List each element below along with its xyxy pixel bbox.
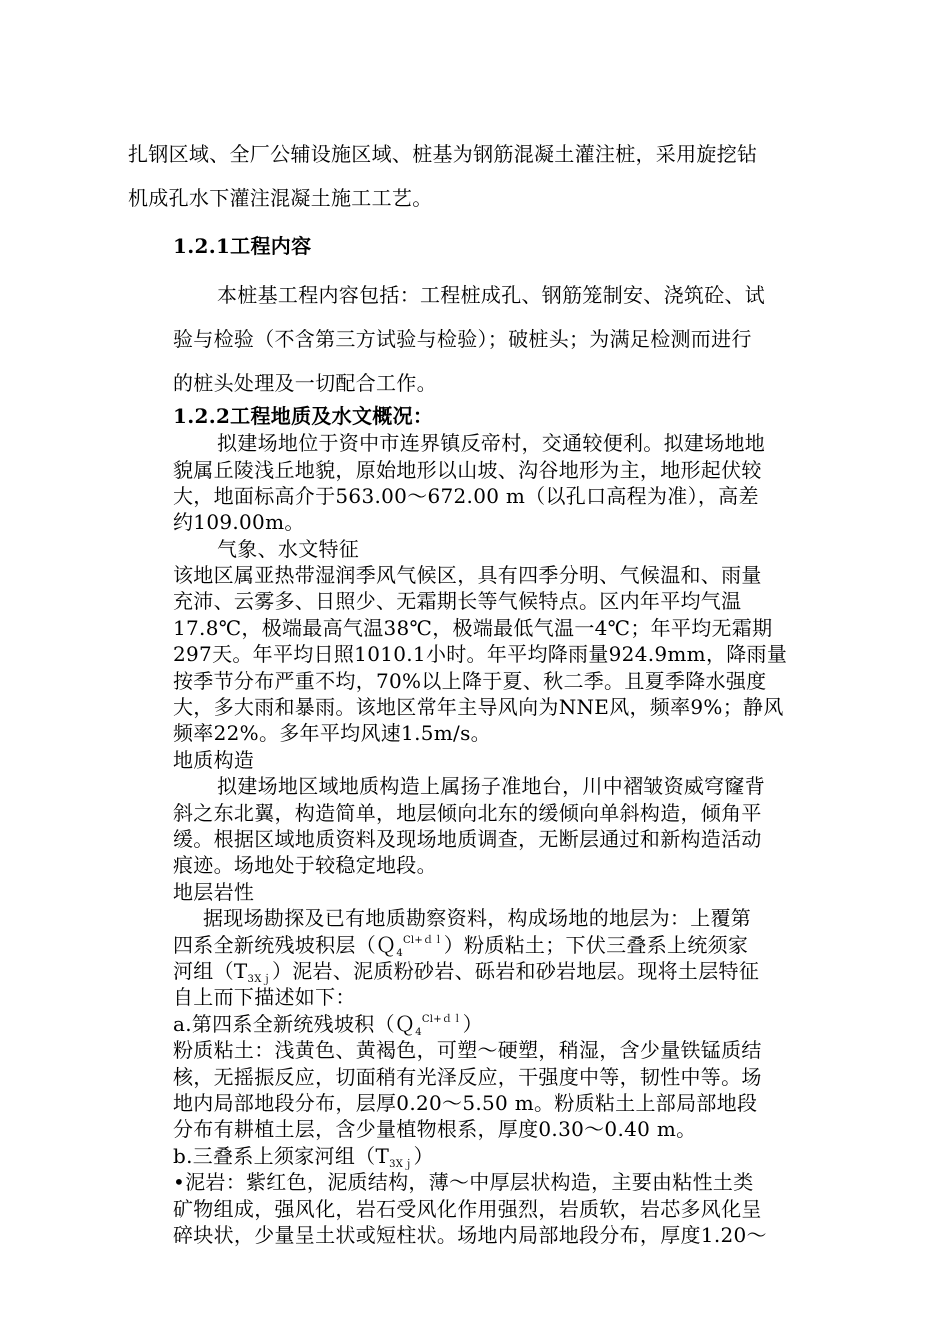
paragraph-line: 该地区属亚热带湿润季风气候区，具有四季分明、气候温和、雨量 bbox=[173, 563, 762, 587]
paragraph-line: 的桩头处理及一切配合工作。 bbox=[173, 371, 437, 395]
subscript: 3Xｊ bbox=[247, 974, 272, 985]
section-heading: 1.2.2工程地质及水文概况： bbox=[173, 404, 434, 428]
paragraph-line: 拟建场地位于资中市连界镇反帝村，交通较便利。拟建场地地 bbox=[217, 431, 766, 455]
paragraph-line: 痕迹。场地处于较稳定地段。 bbox=[173, 853, 437, 877]
paragraph-line: 据现场勘探及已有地质勘察资料，构成场地的地层为：上覆第 bbox=[203, 906, 752, 930]
paragraph-line: 矿物组成，强风化，岩石受风化作用强烈，岩质软，岩芯多风化呈 bbox=[173, 1197, 762, 1221]
section-heading: 1.2.1工程内容 bbox=[173, 234, 312, 258]
paragraph-line: 碎块状，少量呈土状或短柱状。场地内局部地段分布，厚度1.20～ bbox=[173, 1223, 767, 1247]
text-run: ） bbox=[413, 1144, 434, 1168]
paragraph-line bbox=[173, 933, 748, 957]
paragraph-line: 频率22%。多年平均风速1.5m/s。 bbox=[173, 721, 491, 745]
paragraph-line: 验与检验（不含第三方试验与检验）；破桩头；为满足检测而进行 bbox=[173, 327, 752, 351]
paragraph-line: 约109.00m。 bbox=[173, 510, 305, 534]
paragraph-line: 按季节分布严重不均，70%以上降于夏、秋二季。且夏季降水强度 bbox=[173, 669, 767, 693]
text-run: b.三叠系上须家河组（T bbox=[173, 1144, 390, 1168]
paragraph-line: 貌属丘陵浅丘地貌，原始地形以山坡、沟谷地形为主，地形起伏较 bbox=[173, 458, 762, 482]
paragraph-line: 大，多大雨和暴雨。该地区常年主导风向为NNE风，频率9%；静风 bbox=[173, 695, 784, 719]
superscript: Cl+ｄｌ bbox=[402, 935, 444, 946]
paragraph-line: 斜之东北翼，构造简单，地层倾向北东的缓倾向单斜构造，倾角平 bbox=[173, 801, 762, 825]
paragraph-line: 自上而下描述如下： bbox=[173, 985, 356, 1009]
subsection-title: 气象、水文特征 bbox=[217, 537, 360, 561]
text-run: ） bbox=[462, 1012, 483, 1036]
subscript: 4 bbox=[415, 1027, 422, 1038]
item-title bbox=[173, 1144, 434, 1168]
paragraph-line: 缓。根据区域地质资料及现场地质调查，无断层通过和新构造活动 bbox=[173, 827, 762, 851]
paragraph-line: 核，无摇振反应，切面稍有光泽反应，干强度中等，韧性中等。场 bbox=[173, 1065, 762, 1089]
paragraph-line: 17.8℃，极端最高气温38℃，极端最低气温一4℃；年平均无霜期 bbox=[173, 616, 773, 640]
subsection-title: 地层岩性 bbox=[173, 880, 255, 904]
paragraph-line: 本桩基工程内容包括：工程桩成孔、钢筋笼制安、浇筑砼、试 bbox=[217, 283, 766, 307]
paragraph-line: •泥岩：紫红色，泥质结构，薄～中厚层状构造，主要由粘性土类 bbox=[173, 1170, 754, 1194]
text-run: ）泥岩、泥质粉砂岩、砾岩和砂岩地层。现将土层特征 bbox=[271, 959, 760, 983]
subsection-title: 地质构造 bbox=[173, 748, 255, 772]
paragraph-line: 297天。年平均日照1010.1小时。年平均降雨量924.9mm，降雨量 bbox=[173, 642, 788, 666]
intro-line: 扎钢区域、全厂公辅设施区域、桩基为钢筋混凝土灌注桩，采用旋挖钻 bbox=[128, 142, 758, 166]
paragraph-line: 分布有耕植土层，含少量植物根系，厚度0.30～0.40 m。 bbox=[173, 1117, 697, 1141]
paragraph-line: 地内局部地段分布，层厚0.20～5.50 m。粉质粘土上部局部地段 bbox=[173, 1091, 758, 1115]
paragraph-line: 大，地面标高介于563.00～672.00 m（以孔口高程为准），高差 bbox=[173, 484, 759, 508]
text-run: 四系全新统残坡积层（Ｑ bbox=[173, 933, 397, 957]
subscript: 4 bbox=[396, 948, 403, 959]
paragraph-line: 拟建场地区域地质构造上属扬子准地台，川中褶皱资威穹窿背 bbox=[217, 774, 766, 798]
paragraph-line: 充沛、云雾多、日照少、无霜期长等气候特点。区内年平均气温 bbox=[173, 589, 742, 613]
item-title bbox=[173, 1012, 483, 1036]
text-run: ）粉质粘土；下伏三叠系上统须家 bbox=[443, 933, 749, 957]
paragraph-line: 粉质粘土：浅黄色、黄褐色，可塑～硬塑，稍湿，含少量铁锰质结 bbox=[173, 1038, 762, 1062]
superscript: Cl+ｄｌ bbox=[421, 1014, 463, 1025]
text-run: a.第四系全新统残坡积（Ｑ bbox=[173, 1012, 416, 1036]
intro-line: 机成孔水下灌注混凝土施工工艺。 bbox=[128, 186, 433, 210]
subscript: 3Xｊ bbox=[389, 1159, 414, 1170]
text-run: 河组（T bbox=[173, 959, 248, 983]
paragraph-line bbox=[173, 959, 759, 983]
